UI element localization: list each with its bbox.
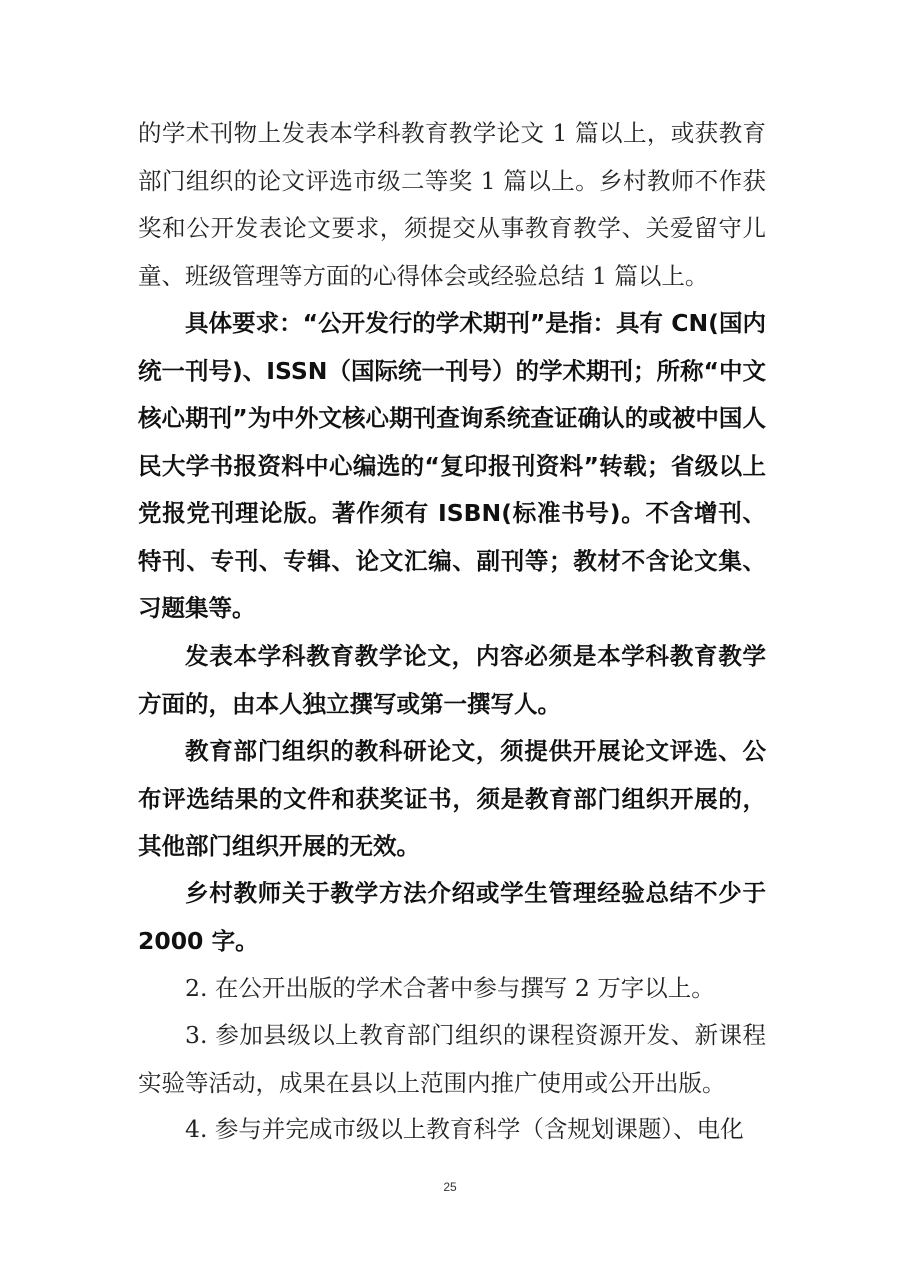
list-item-4: 4. 参与并完成市级以上教育科学（含规划课题）、电化 [185,1115,744,1143]
paragraph-rural-teacher: 乡村教师关于教学方法介绍或学生管理经验总结不少于 2000 字。 [138,879,766,955]
list-item-3: 3. 参加县级以上教育部门组织的课程资源开发、新课程实验等活动，成果在县以上范围内推广使用或公开出版。 [138,1021,766,1097]
paragraph-subject-paper: 发表本学科教育教学论文，内容必须是本学科教育教学方面的，由本人独立撰写或第一撰写人。 [138,642,766,718]
paragraph-research-paper: 教育部门组织的教科研论文，须提供开展论文评选、公布评选结果的文件和获奖证书，须是教育部门组织开展的，其他部门组织开展的无效。 [138,737,766,860]
list-item-2: 2. 在公开出版的学术合著中参与撰写 2 万字以上。 [185,974,715,1002]
page-number: 25 [443,1180,457,1194]
paragraph-continuation: 的学术刊物上发表本学科教育教学论文 1 篇以上，或获教育部门组织的论文评选市级二等奖 1 篇以上。乡村教师不作获奖和公开发表论文要求，须提交从事教育教学、关爱留守儿童、班级管理等方面的心得体会或经验总结 1 篇以上。 [138,119,766,290]
paragraph-specific-requirements: 具体要求：“公开发行的学术期刊”是指：具有 CN(国内统一刊号)、ISSN（国际统一刊号）的学术期刊；所称“中文核心期刊”为中外文核心期刊查询系统查证确认的或被中国人民大学书报资料中心编选的“复印报刊资料”转载；省级以上党报党刊理论版。著作须有 ISBN(标准书号)。不含增刊、特刊、专刊、专辑、论文汇编、副刊等；教材不含论文集、习题集等。 [138,309,766,622]
